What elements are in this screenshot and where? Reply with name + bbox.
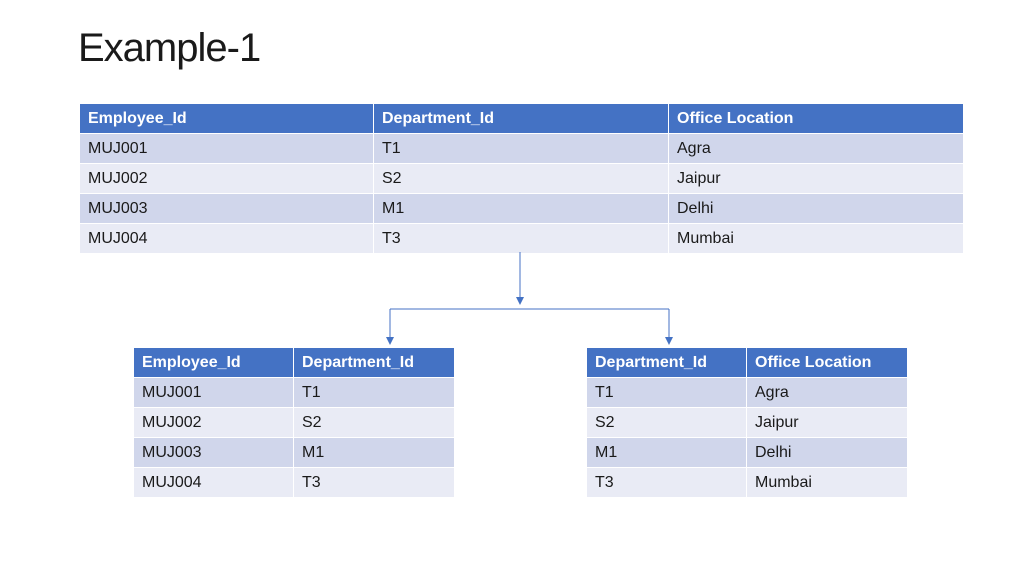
table-cell: T3 [374,224,669,254]
table-cell: S2 [374,164,669,194]
table-cell: Mumbai [669,224,964,254]
table-cell: T3 [294,468,455,498]
header-employee-id: Employee_Id [134,348,294,378]
header-department-id: Department_Id [587,348,747,378]
table-cell: M1 [587,438,747,468]
table-row [134,468,455,498]
table-cell: Agra [669,134,964,164]
table-cell: T1 [294,378,455,408]
table-cell: T1 [374,134,669,164]
table-cell: Agra [747,378,908,408]
table-cell: MUJ003 [80,194,374,224]
table-cell: MUJ003 [134,438,294,468]
table-cell: Mumbai [747,468,908,498]
table-cell: Delhi [747,438,908,468]
table-row [587,408,908,438]
table-cell: Delhi [669,194,964,224]
table-cell: M1 [374,194,669,224]
table-row [587,468,908,498]
table-row [587,438,908,468]
header-office-location: Office Location [747,348,908,378]
header-department-id: Department_Id [374,104,669,134]
table-cell: MUJ001 [134,378,294,408]
table-cell: MUJ002 [80,164,374,194]
header-employee-id: Employee_Id [80,104,374,134]
table-header-row [134,348,455,378]
table-cell: Jaipur [669,164,964,194]
table-cell: M1 [294,438,455,468]
table-cell: MUJ004 [80,224,374,254]
table-cell: S2 [587,408,747,438]
table-cell: MUJ001 [80,134,374,164]
table-cell: Jaipur [747,408,908,438]
header-department-id: Department_Id [294,348,455,378]
employee-department-table [133,347,455,498]
page-title: Example-1 [78,26,261,70]
department-location-table [586,347,908,498]
table-cell: MUJ002 [134,408,294,438]
table-row [134,438,455,468]
table-row [134,408,455,438]
table-cell: T3 [587,468,747,498]
table-row [587,378,908,408]
table-cell: MUJ004 [134,468,294,498]
table-cell: T1 [587,378,747,408]
table-cell: S2 [294,408,455,438]
table-header-row [587,348,908,378]
table-row [134,378,455,408]
header-office-location: Office Location [669,104,964,134]
